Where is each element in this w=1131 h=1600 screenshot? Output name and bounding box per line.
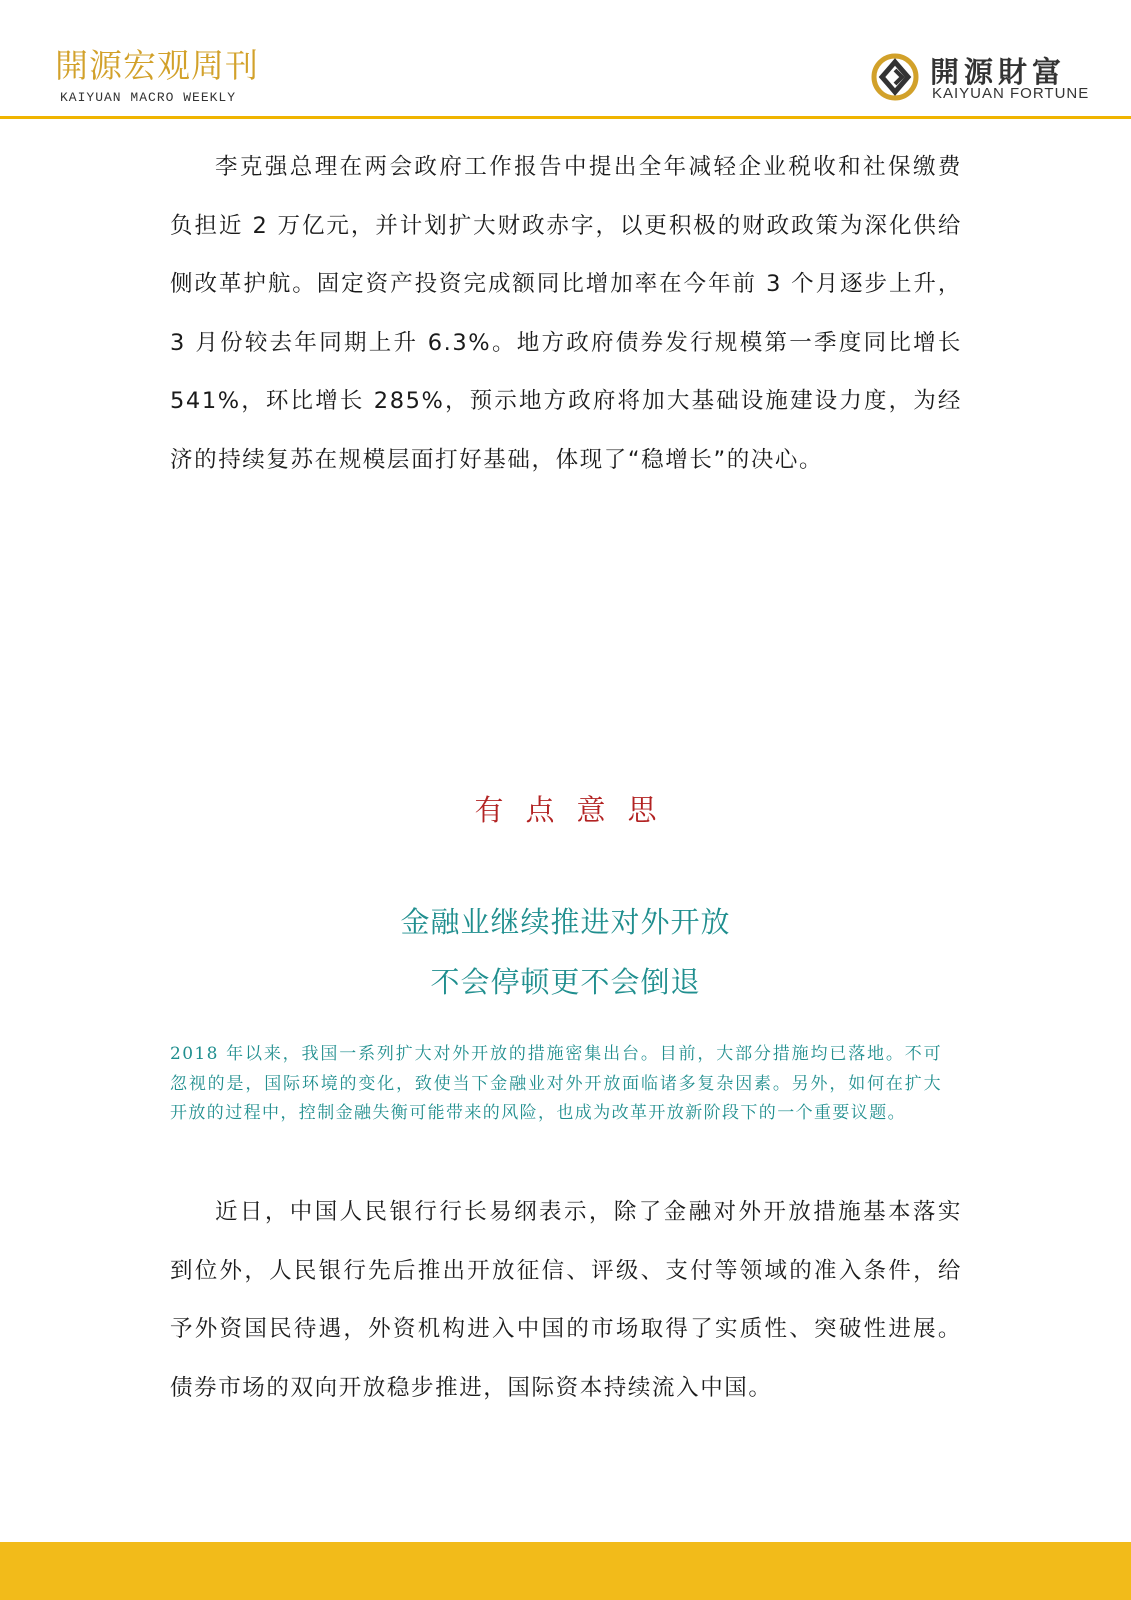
publication-title: 開源宏观周刊	[55, 46, 259, 85]
body-paragraph-fiscal: 李克强总理在两会政府工作报告中提出全年减轻企业税收和社保缴费负担近 2 万亿元，并计划扩大财政赤字，以更积极的财政政策为深化供给侧改革护航。固定资产投资完成额同比增加率在今年前 3 个月逐步上升，3 月份较去年同期上升 6.3%。地方政府债券发行规模第一季度同比增长 541%，环比增长 285%，预示地方政府将加大基础设施建设力度，为经济的持续复苏在规模层面打好基础，体现了“稳增长”的决心。	[170, 154, 962, 473]
article-abstract: 2018 年以来，我国一系列扩大对外开放的措施密集出台。目前，大部分措施均已落地。不可忽视的是，国际环境的变化，致使当下金融业对外开放面临诸多复杂因素。另外，如何在扩大开放的过程中，控制金融失衡可能带来的风险，也成为改革开放新阶段下的一个重要议题。	[170, 1044, 942, 1123]
article-title-line-2: 不会停顿更不会倒退	[430, 965, 701, 999]
page-header	[0, 0, 1131, 120]
footer-bar	[0, 1542, 1131, 1600]
section-title: 有点意思	[474, 793, 679, 827]
header-divider	[0, 116, 1131, 119]
company-logo	[870, 50, 1110, 106]
kaiyuan-logo-icon	[870, 52, 920, 102]
body-paragraph-opening: 近日，中国人民银行行长易纲表示，除了金融对外开放措施基本落实到位外，人民银行先后推出开放征信、评级、支付等领域的准入条件，给予外资国民待遇，外资机构进入中国的市场取得了实质性、突破性进展。债券市场的双向开放稳步推进，国际资本持续流入中国。	[170, 1199, 962, 1401]
logo-english-name: KAIYUAN FORTUNE	[932, 85, 1090, 102]
article-title-line-1: 金融业继续推进对外开放	[400, 905, 731, 939]
publication-subtitle: KAIYUAN MACRO WEEKLY	[60, 90, 237, 105]
logo-chinese-name: 開源財富	[930, 55, 1067, 89]
